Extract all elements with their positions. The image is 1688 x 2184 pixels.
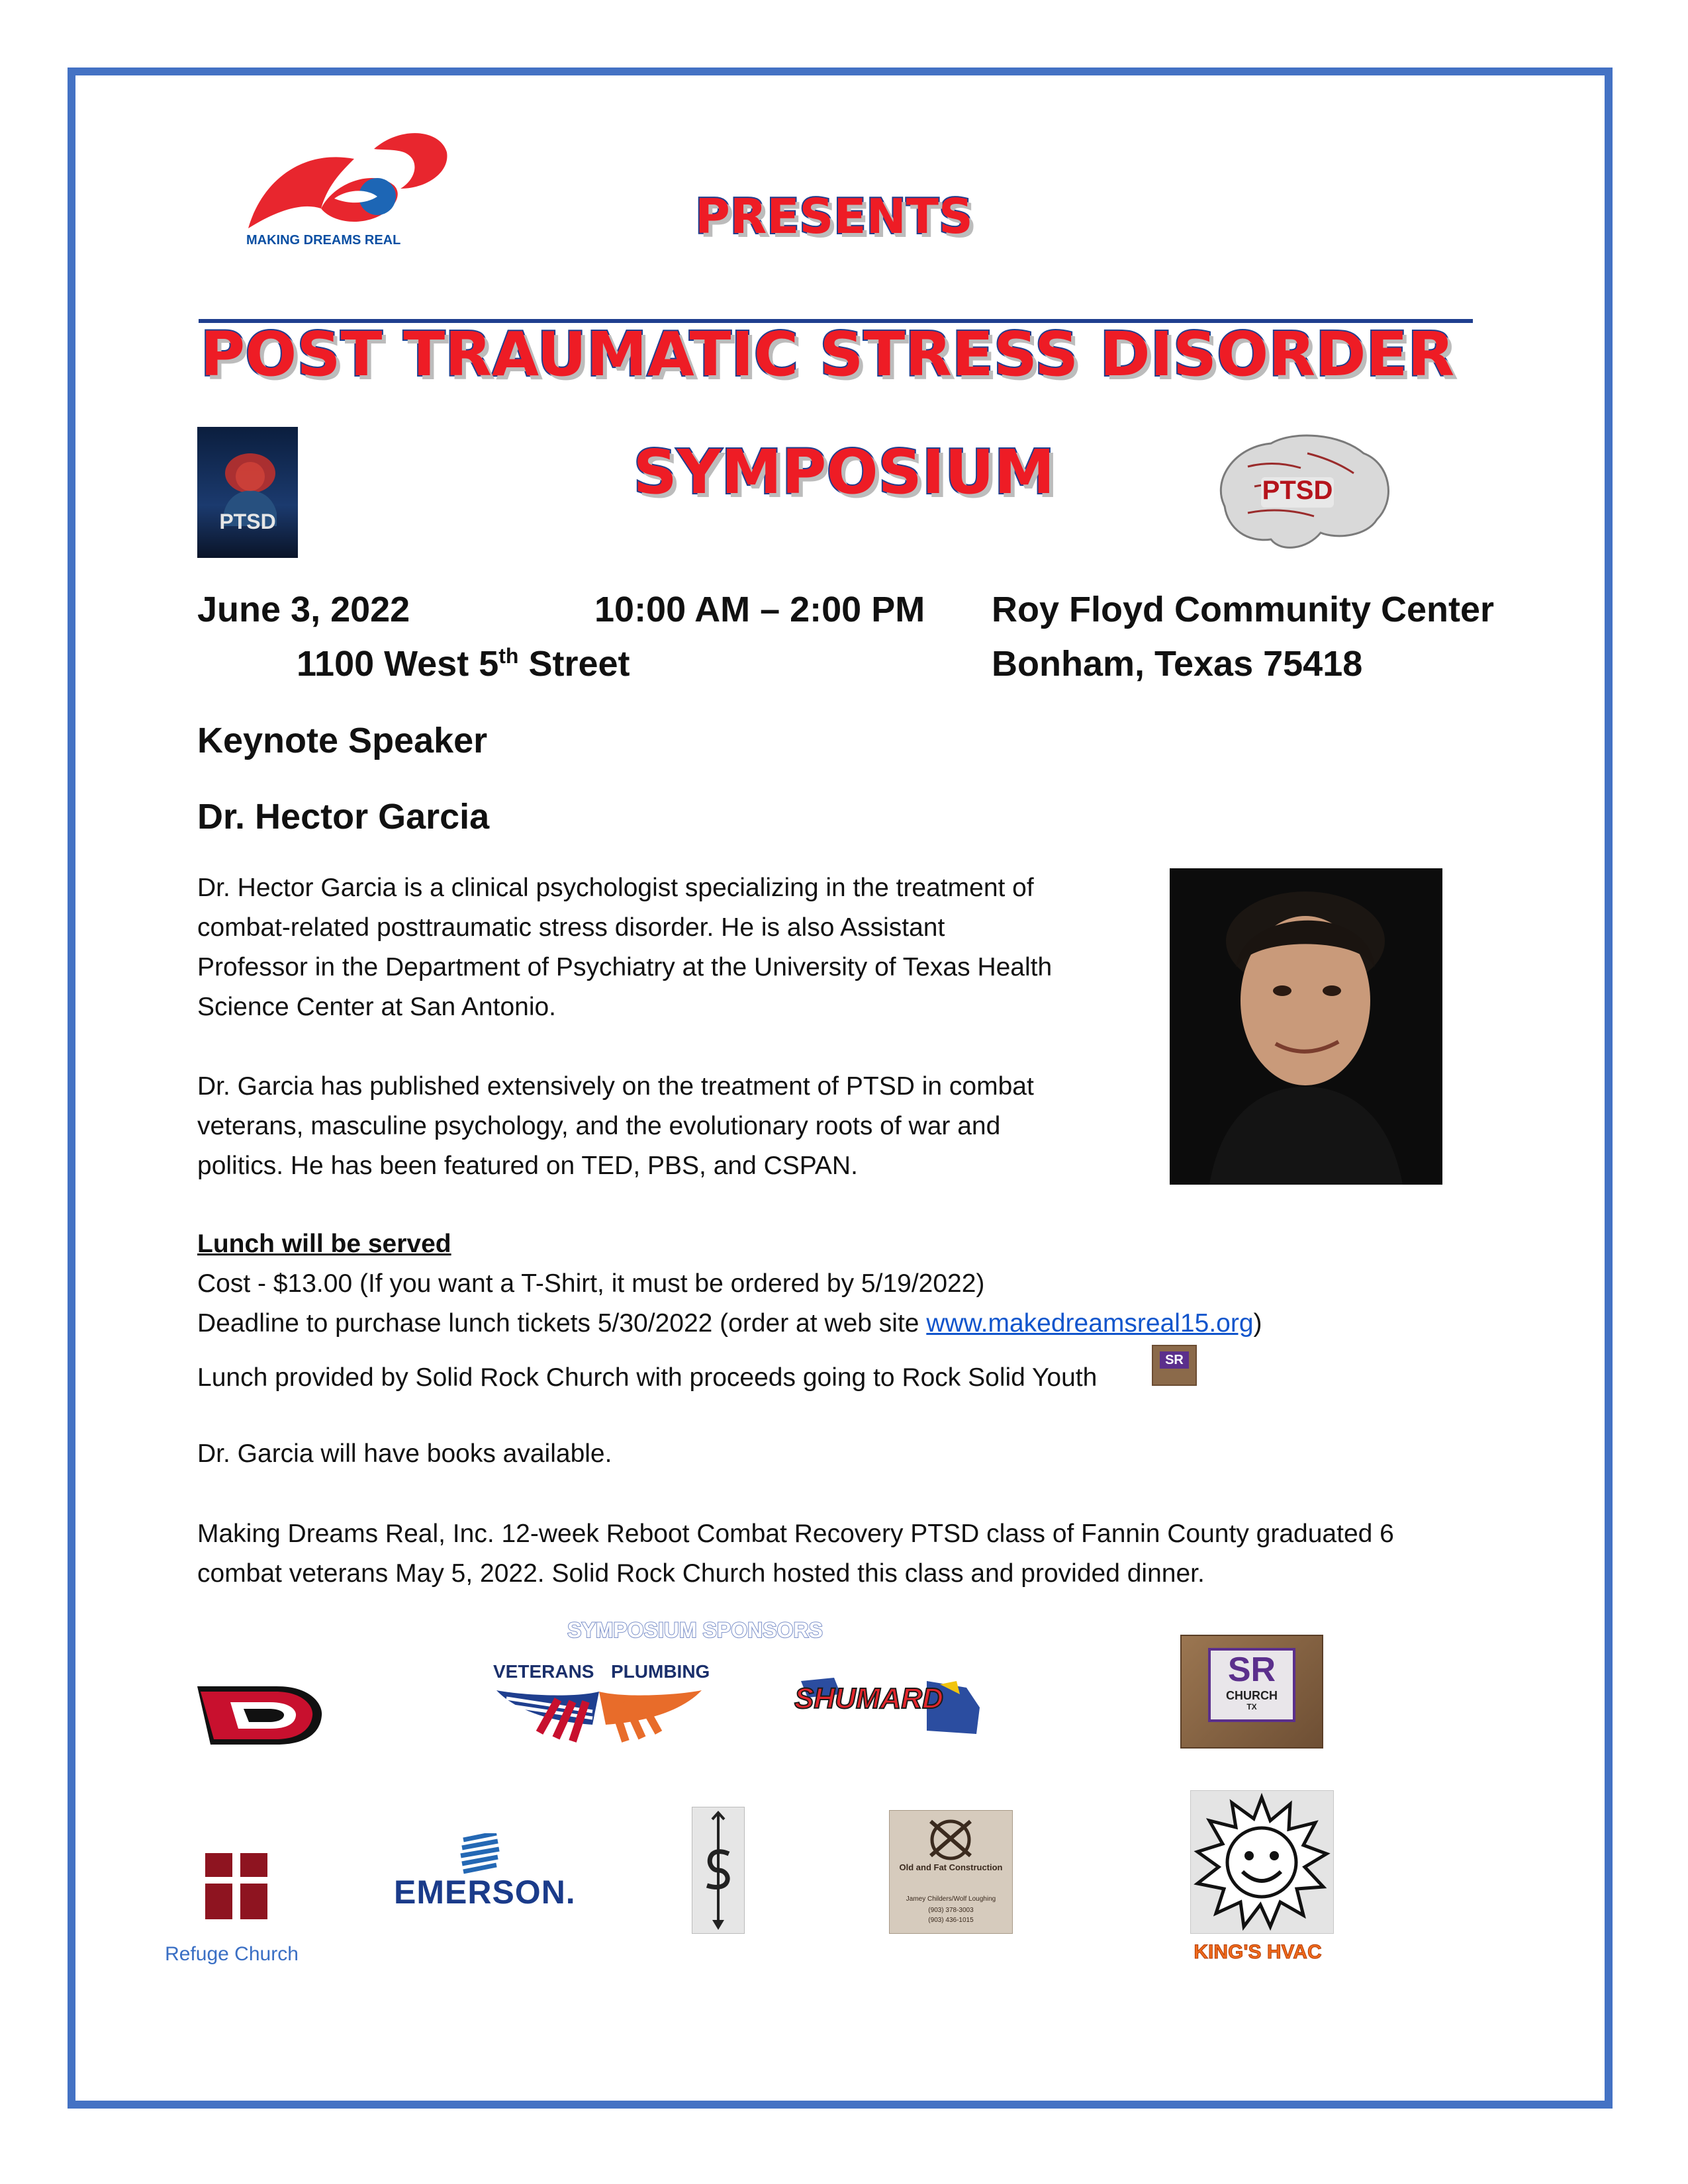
bio1-line4: Science Center at San Antonio. [197, 993, 557, 1021]
bio2-line3: politics. He has been featured on TED, PBS, and CSPAN. [197, 1152, 858, 1180]
lunch-cost: Cost - $13.00 (If you want a T-Shirt, it must be ordered by 5/19/2022) [197, 1269, 985, 1298]
speaker-bio-1 [197, 868, 1145, 1027]
bio2-line2: veterans, masculine psychology, and the evolutionary roots of war and [197, 1112, 1001, 1140]
reboot-line2: combat veterans May 5, 2022. Solid Rock Church hosted this class and provided dinner. [197, 1559, 1205, 1588]
speaker-name: Dr. Hector Garcia [197, 797, 490, 837]
street-number: 1100 West 5 [297, 644, 499, 684]
d-sponsor-logo [197, 1686, 323, 1745]
emerson-icon [457, 1833, 503, 1874]
deadline-text: Deadline to purchase lunch tickets 5/30/2022 (order at web site [197, 1309, 927, 1338]
event-city: Bonham, Texas 75418 [992, 644, 1363, 684]
deadline-close: ) [1253, 1309, 1262, 1338]
sr-church-word: CHURCH [1226, 1689, 1278, 1702]
shumard-logo [794, 1668, 983, 1741]
refuge-church-logo [205, 1853, 267, 1919]
lunch-provider: Lunch provided by Solid Rock Church with proceeds going to Rock Solid Youth [197, 1363, 1098, 1392]
event-date: June 3, 2022 [197, 590, 410, 629]
title-line1: POST TRAUMATIC STRESS DISORDER [200, 319, 1455, 390]
ptsd-right-label: PTSD [1262, 476, 1333, 505]
event-street [297, 643, 630, 684]
sr-small-letters: SR [1160, 1351, 1189, 1369]
speaker-photo [1170, 868, 1442, 1185]
ptsd-left-label: PTSD [219, 510, 276, 533]
sponsors-heading: SYMPOSIUM SPONSORS [567, 1618, 823, 1642]
sr-church-badge [1208, 1648, 1295, 1722]
lunch-heading [197, 1224, 451, 1264]
refuge-church-caption: Refuge Church [165, 1943, 299, 1965]
s-arrow-logo [692, 1807, 745, 1934]
kings-hvac-sun-logo [1190, 1790, 1334, 1934]
sr-church-logo [1180, 1635, 1323, 1749]
ptsd-image-left [197, 427, 298, 558]
org-tagline: MAKING DREAMS REAL [246, 233, 401, 248]
street-ordinal: th [498, 644, 519, 668]
reboot-paragraph [197, 1514, 1489, 1594]
event-time: 10:00 AM – 2:00 PM [594, 590, 925, 629]
keynote-label: Keynote Speaker [197, 721, 488, 760]
sr-tx: TX [1246, 1702, 1257, 1711]
oldfat-owners: Jamey Childers/Wolf Loughing [906, 1895, 996, 1903]
bio2-line1: Dr. Garcia has published extensively on the treatment of PTSD in combat [197, 1072, 1034, 1101]
event-venue: Roy Floyd Community Center [992, 590, 1495, 629]
emerson-logo-text: EMERSON. [394, 1874, 576, 1911]
plumbing-text: PLUMBING [611, 1661, 710, 1682]
presents-heading: PRESENTS [695, 189, 973, 244]
bio1-line3: Professor in the Department of Psychiatry at the University of Texas Health [197, 953, 1053, 981]
making-dreams-real-logo [242, 122, 453, 242]
website-link[interactable]: www.makedreamsreal15.org [926, 1309, 1254, 1338]
oldfat-phone1: (903) 378-3003 [928, 1907, 974, 1914]
lunch-deadline [197, 1304, 1262, 1343]
old-and-fat-construction-logo [889, 1810, 1013, 1934]
lunch-heading-text: Lunch will be served [197, 1230, 451, 1258]
ptsd-brain-wordcloud [1208, 427, 1397, 559]
speaker-bio-2 [197, 1067, 1145, 1186]
sr-church-small-logo [1152, 1345, 1197, 1386]
bio1-line2: combat-related posttraumatic stress disorder. He is also Assistant [197, 913, 945, 942]
books-note: Dr. Garcia will have books available. [197, 1439, 612, 1468]
oldfat-name: Old and Fat Construction [899, 1862, 1003, 1872]
bio1-line1: Dr. Hector Garcia is a clinical psychologist specializing in the treatment of [197, 874, 1034, 902]
oldfat-phone2: (903) 436-1015 [928, 1917, 974, 1924]
veterans-text: VETERANS [493, 1661, 594, 1682]
title-line2: SYMPOSIUM [633, 437, 1055, 508]
sr-letters: SR [1227, 1651, 1276, 1689]
kings-hvac-caption: KING'S HVAC [1194, 1941, 1322, 1963]
street-name: Street [518, 644, 630, 684]
shumard-text: SHUMARD [794, 1682, 943, 1715]
veterans-plumbing-logo [493, 1661, 710, 1754]
reboot-line1: Making Dreams Real, Inc. 12-week Reboot Combat Recovery PTSD class of Fannin County graduated 6 [197, 1520, 1394, 1548]
